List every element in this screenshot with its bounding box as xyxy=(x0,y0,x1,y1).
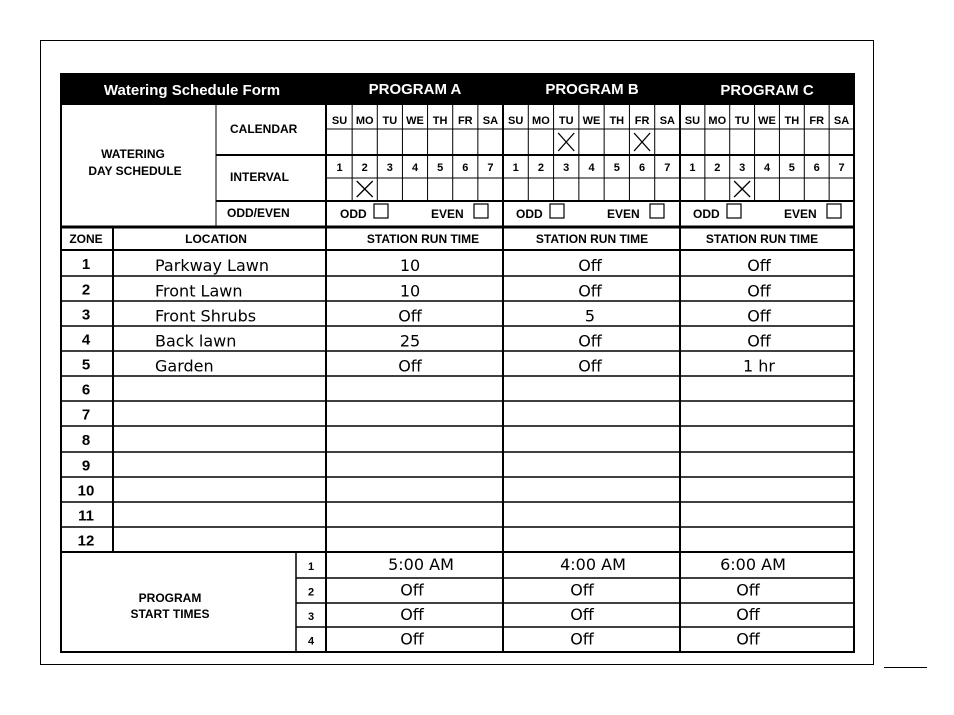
day-label-tu: TU xyxy=(382,115,398,127)
interval-checkbox-b-4[interactable] xyxy=(580,179,603,199)
interval-number-5: 5 xyxy=(437,162,444,174)
interval-number-3: 3 xyxy=(386,162,393,174)
interval-number-1: 1 xyxy=(689,162,696,174)
zone-number: 11 xyxy=(78,507,94,525)
location-value: Parkway Lawn xyxy=(155,256,269,275)
start-time-field-c[interactable] xyxy=(681,604,853,626)
start-time-field-c[interactable] xyxy=(681,628,853,651)
calendar-checkbox-a-su[interactable] xyxy=(328,130,351,154)
calendar-checkbox-a-we[interactable] xyxy=(403,130,426,154)
zone-header: ZONE xyxy=(69,232,103,246)
run-time-value: 5 xyxy=(584,306,596,326)
calendar-checkbox-a-tu[interactable] xyxy=(378,130,401,154)
day-label-fr: FR xyxy=(457,115,473,127)
interval-number-1: 1 xyxy=(512,162,519,174)
zone-number: 5 xyxy=(81,356,91,374)
zone-number: 8 xyxy=(81,432,91,449)
start-time-value: Off xyxy=(736,605,760,624)
day-label-sa: SA xyxy=(659,115,675,127)
run-time-field-c[interactable] xyxy=(681,402,853,425)
interval-checkbox-c-4[interactable] xyxy=(756,179,779,199)
start-time-number: 2 xyxy=(307,586,315,599)
run-time-value: Off xyxy=(747,256,771,275)
interval-number-4: 4 xyxy=(411,162,419,174)
calendar-checkbox-c-tu[interactable] xyxy=(731,130,754,154)
run-time-value: Off xyxy=(578,281,602,301)
odd-label: ODD xyxy=(693,207,720,221)
interval-checkbox-b-2[interactable] xyxy=(529,179,552,199)
calendar-checkbox-b-su[interactable] xyxy=(504,130,527,154)
interval-number-7: 7 xyxy=(838,162,845,174)
run-time-value: 10 xyxy=(399,256,421,275)
location-field[interactable] xyxy=(114,528,325,551)
zone-number: 2 xyxy=(81,281,91,299)
calendar-checkbox-c-th[interactable] xyxy=(780,130,803,154)
run-time-value: 25 xyxy=(399,331,421,351)
day-label-th: TH xyxy=(784,115,800,127)
run-time-field-c[interactable] xyxy=(681,503,853,526)
run-time-field-b[interactable] xyxy=(504,503,679,526)
run-time-field-a[interactable] xyxy=(328,528,502,551)
run-time-field-a[interactable] xyxy=(328,377,502,400)
run-time-value: Off xyxy=(398,356,422,376)
day-label-th: TH xyxy=(432,115,448,127)
calendar-checkbox-c-su[interactable] xyxy=(681,130,704,154)
run-time-field-a[interactable] xyxy=(328,427,502,451)
zone-number: 1 xyxy=(81,256,91,273)
day-label-th: TH xyxy=(609,115,625,127)
even-label: EVEN xyxy=(607,207,640,221)
day-label-sa: SA xyxy=(482,115,499,127)
odd-checkbox-c[interactable] xyxy=(727,204,741,218)
interval-checkbox-c-7[interactable] xyxy=(830,179,853,199)
calendar-checkbox-a-mo[interactable] xyxy=(353,130,376,154)
program-c-title: PROGRAM C xyxy=(720,82,814,99)
run-time-field-c[interactable] xyxy=(681,528,853,551)
zone-number: 10 xyxy=(77,482,95,500)
interval-label: INTERVAL xyxy=(230,170,289,184)
interval-number-5: 5 xyxy=(788,162,795,174)
start-time-field-c[interactable] xyxy=(681,579,853,602)
zone-number: 3 xyxy=(81,306,91,324)
odd-label: ODD xyxy=(516,207,543,221)
interval-number-1: 1 xyxy=(336,162,343,174)
start-time-value: 4:00 AM xyxy=(560,555,626,574)
day-label-sa: SA xyxy=(833,115,850,127)
run-time-field-c[interactable] xyxy=(681,453,853,476)
interval-checkbox-a-3[interactable] xyxy=(378,179,401,199)
zone-number: 6 xyxy=(81,381,91,399)
start-time-value: Off xyxy=(736,580,760,600)
location-field[interactable] xyxy=(114,427,325,451)
calendar-checkbox-b-sa[interactable] xyxy=(656,130,679,154)
interval-number-6: 6 xyxy=(639,162,646,174)
start-time-value: Off xyxy=(570,580,594,600)
even-checkbox-c[interactable] xyxy=(827,204,841,218)
calendar-checkbox-b-we[interactable] xyxy=(580,130,603,154)
run-time-header-a: STATION RUN TIME xyxy=(366,232,480,246)
start-time-value: 6:00 AM xyxy=(720,555,786,574)
interval-number-3: 3 xyxy=(739,162,746,174)
day-label-mo: MO xyxy=(708,115,727,127)
interval-number-7: 7 xyxy=(664,162,671,174)
program-a-title: PROGRAM A xyxy=(368,81,462,98)
calendar-checkbox-a-fr[interactable] xyxy=(454,130,477,154)
interval-number-7: 7 xyxy=(487,162,494,174)
even-checkbox-b[interactable] xyxy=(650,204,664,218)
day-label-tu: TU xyxy=(734,115,750,127)
day-label-su: SU xyxy=(684,115,701,127)
interval-checkbox-c-6[interactable] xyxy=(805,179,828,199)
interval-checkbox-c-1[interactable] xyxy=(681,179,704,199)
start-time-value: Off xyxy=(400,605,424,624)
run-time-value: Off xyxy=(747,331,771,351)
location-field[interactable] xyxy=(114,402,325,425)
interval-number-6: 6 xyxy=(462,162,469,174)
calendar-checkbox-c-we[interactable] xyxy=(756,130,779,154)
day-label-we: WE xyxy=(758,115,776,127)
interval-number-2: 2 xyxy=(361,162,368,174)
run-time-field-a[interactable] xyxy=(328,402,502,425)
interval-checkbox-b-3[interactable] xyxy=(555,179,578,199)
even-label: EVEN xyxy=(431,207,464,221)
run-time-field-c[interactable] xyxy=(681,377,853,400)
run-time-field-b[interactable] xyxy=(504,377,679,400)
interval-checkbox-c-5[interactable] xyxy=(780,179,803,199)
interval-number-3: 3 xyxy=(563,162,570,174)
run-time-value: Off xyxy=(578,356,602,376)
calendar-checkbox-a-th[interactable] xyxy=(429,130,452,154)
run-time-field-b[interactable] xyxy=(504,478,679,501)
interval-checkbox-a-7[interactable] xyxy=(479,179,502,199)
interval-checkbox-b-7[interactable] xyxy=(656,179,679,199)
location-field[interactable] xyxy=(114,503,325,526)
interval-checkbox-a-5[interactable] xyxy=(429,179,452,199)
even-checkbox-a[interactable] xyxy=(474,204,488,218)
interval-checkbox-b-5[interactable] xyxy=(605,179,628,199)
program-start-times-label: PROGRAM xyxy=(138,591,202,605)
location-field[interactable] xyxy=(114,377,325,400)
calendar-checkbox-c-sa[interactable] xyxy=(830,130,853,154)
start-time-value: Off xyxy=(570,605,594,624)
run-time-field-b[interactable] xyxy=(504,402,679,425)
day-label-fr: FR xyxy=(634,115,650,127)
start-time-value: Off xyxy=(570,629,594,649)
odd-label: ODD xyxy=(340,207,367,221)
start-time-value: Off xyxy=(400,629,424,649)
start-time-number: 3 xyxy=(307,611,315,623)
program-b-title: PROGRAM B xyxy=(545,81,639,98)
interval-number-5: 5 xyxy=(613,162,620,174)
run-time-field-b[interactable] xyxy=(504,453,679,476)
zone-number: 12 xyxy=(77,532,95,550)
location-value: Front Shrubs xyxy=(155,306,257,326)
interval-checkbox-a-6[interactable] xyxy=(454,179,477,199)
run-time-value: Off xyxy=(578,331,602,351)
odd-checkbox-a[interactable] xyxy=(374,204,388,218)
interval-number-2: 2 xyxy=(537,162,544,174)
run-time-field-a[interactable] xyxy=(328,503,502,526)
start-time-value: 5:00 AM xyxy=(388,555,454,574)
run-time-field-a[interactable] xyxy=(328,478,502,501)
run-time-field-b[interactable] xyxy=(504,528,679,551)
start-time-value: Off xyxy=(736,629,760,649)
location-field[interactable] xyxy=(114,478,325,501)
location-value: Garden xyxy=(155,356,214,376)
zone-number: 7 xyxy=(81,406,91,424)
calendar-checkbox-c-mo[interactable] xyxy=(706,130,729,154)
watering-day-schedule-label: WATERING xyxy=(101,147,165,161)
day-label-we: WE xyxy=(406,115,424,127)
run-time-value: 1 hr xyxy=(743,356,775,376)
day-label-tu: TU xyxy=(558,115,574,127)
zone-number: 9 xyxy=(81,457,91,475)
run-time-value: Off xyxy=(398,306,422,326)
start-time-number: 1 xyxy=(307,561,315,573)
calendar-label: CALENDAR xyxy=(230,122,298,136)
location-field[interactable] xyxy=(114,352,325,375)
interval-checkbox-b-6[interactable] xyxy=(630,179,653,199)
day-label-mo: MO xyxy=(355,115,374,127)
calendar-checkbox-c-fr[interactable] xyxy=(805,130,828,154)
day-label-we: WE xyxy=(582,115,601,127)
interval-checkbox-a-1[interactable] xyxy=(328,179,351,199)
day-label-mo: MO xyxy=(532,115,550,127)
program-start-times-label-2: START TIMES xyxy=(130,607,210,621)
interval-checkbox-a-4[interactable] xyxy=(403,179,426,199)
location-field[interactable] xyxy=(114,453,325,476)
location-header: LOCATION xyxy=(185,232,247,246)
calendar-checkbox-a-sa[interactable] xyxy=(479,130,502,154)
interval-checkbox-b-1[interactable] xyxy=(504,179,527,199)
run-time-field-a[interactable] xyxy=(328,453,502,476)
run-time-value: Off xyxy=(747,281,771,301)
interval-number-4: 4 xyxy=(588,162,595,174)
start-time-number: 4 xyxy=(307,635,315,648)
run-time-value: 10 xyxy=(399,281,421,301)
odd-checkbox-b[interactable] xyxy=(550,204,564,218)
start-time-value: Off xyxy=(400,580,424,600)
interval-checkbox-c-2[interactable] xyxy=(706,179,729,199)
interval-number-2: 2 xyxy=(714,162,721,174)
run-time-header-b: STATION RUN TIME xyxy=(535,232,649,246)
run-time-header-c: STATION RUN TIME xyxy=(705,232,819,246)
run-time-field-c[interactable] xyxy=(681,478,853,501)
location-value: Back lawn xyxy=(155,331,237,351)
calendar-checkbox-b-th[interactable] xyxy=(605,130,628,154)
day-label-su: SU xyxy=(508,115,524,127)
run-time-value: Off xyxy=(747,306,771,326)
run-time-value: Off xyxy=(578,256,602,275)
calendar-checkbox-b-mo[interactable] xyxy=(529,130,552,154)
day-label-su: SU xyxy=(331,115,348,127)
zone-number: 4 xyxy=(81,331,91,349)
odd-even-label: ODD/EVEN xyxy=(227,206,290,220)
interval-number-4: 4 xyxy=(763,162,771,174)
interval-number-6: 6 xyxy=(813,162,820,174)
run-time-field-c[interactable] xyxy=(681,427,853,451)
day-label-fr: FR xyxy=(809,115,825,127)
location-value: Front Lawn xyxy=(155,281,243,301)
even-label: EVEN xyxy=(784,207,817,221)
run-time-field-b[interactable] xyxy=(504,427,679,451)
form-title: Watering Schedule Form xyxy=(103,82,281,99)
watering-day-schedule-label-2: DAY SCHEDULE xyxy=(88,164,182,178)
